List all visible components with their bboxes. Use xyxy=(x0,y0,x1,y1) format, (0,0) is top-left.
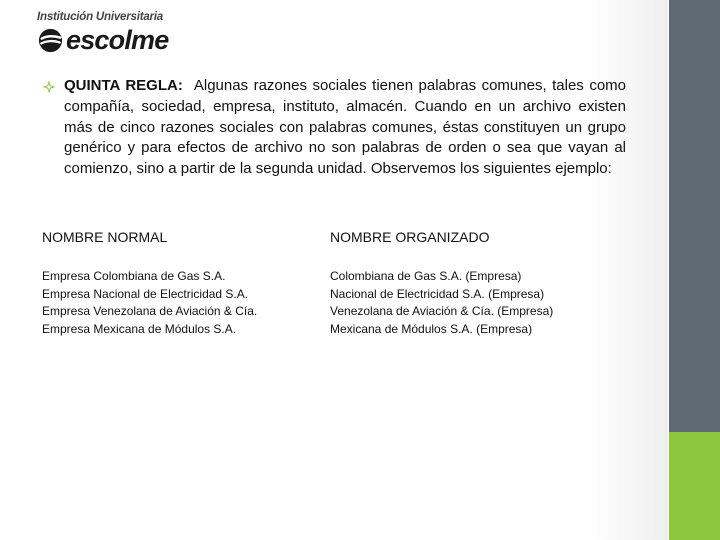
list-item: Mexicana de Módulos S.A. (Empresa) xyxy=(330,321,533,336)
list-item: Nacional de Electricidad S.A. (Empresa) xyxy=(330,286,545,301)
rule-title: QUINTA REGLA: xyxy=(64,77,183,94)
list-item: Empresa Colombiana de Gas S.A. xyxy=(42,269,226,283)
logo-institution-text: Institución Universitaria xyxy=(37,11,164,23)
normal-name-list xyxy=(42,268,257,338)
institution-logo xyxy=(37,11,177,63)
organized-name-list xyxy=(330,268,553,338)
rule-text-container xyxy=(64,76,626,180)
diamond-bullet-icon xyxy=(42,80,56,94)
rule-paragraph xyxy=(42,76,626,180)
normal-name-header: NOMBRE NORMAL xyxy=(42,229,168,245)
logo-wordmark: escolme xyxy=(66,25,169,55)
list-item: Empresa Nacional de Electricidad S.A. xyxy=(42,286,249,301)
list-item: Empresa Venezolana de Aviación & Cía. xyxy=(42,304,258,318)
rule-body: Algunas razones sociales tienen palabras comunes, tales como compañía, sociedad, empresa, instituto, almacén. Cuando en un archivo existen más de cinco razones sociales con palabras comunes, éstas constituyen un grupo genérico y para efectos de archivo no son palabras de orden o sea que vayan al comienzo, sino a partir de la segunda unidad. Observemos los siguientes ejemplo: xyxy=(64,77,626,178)
list-item: Venezolana de Aviación & Cía. (Empresa) xyxy=(330,304,554,318)
list-item: Empresa Mexicana de Módulos S.A. xyxy=(42,321,237,336)
organized-name-header: NOMBRE ORGANIZADO xyxy=(330,229,490,245)
accent-block xyxy=(669,432,720,540)
escolme-logo-icon xyxy=(37,27,64,54)
list-item: Colombiana de Gas S.A. (Empresa) xyxy=(330,269,522,283)
